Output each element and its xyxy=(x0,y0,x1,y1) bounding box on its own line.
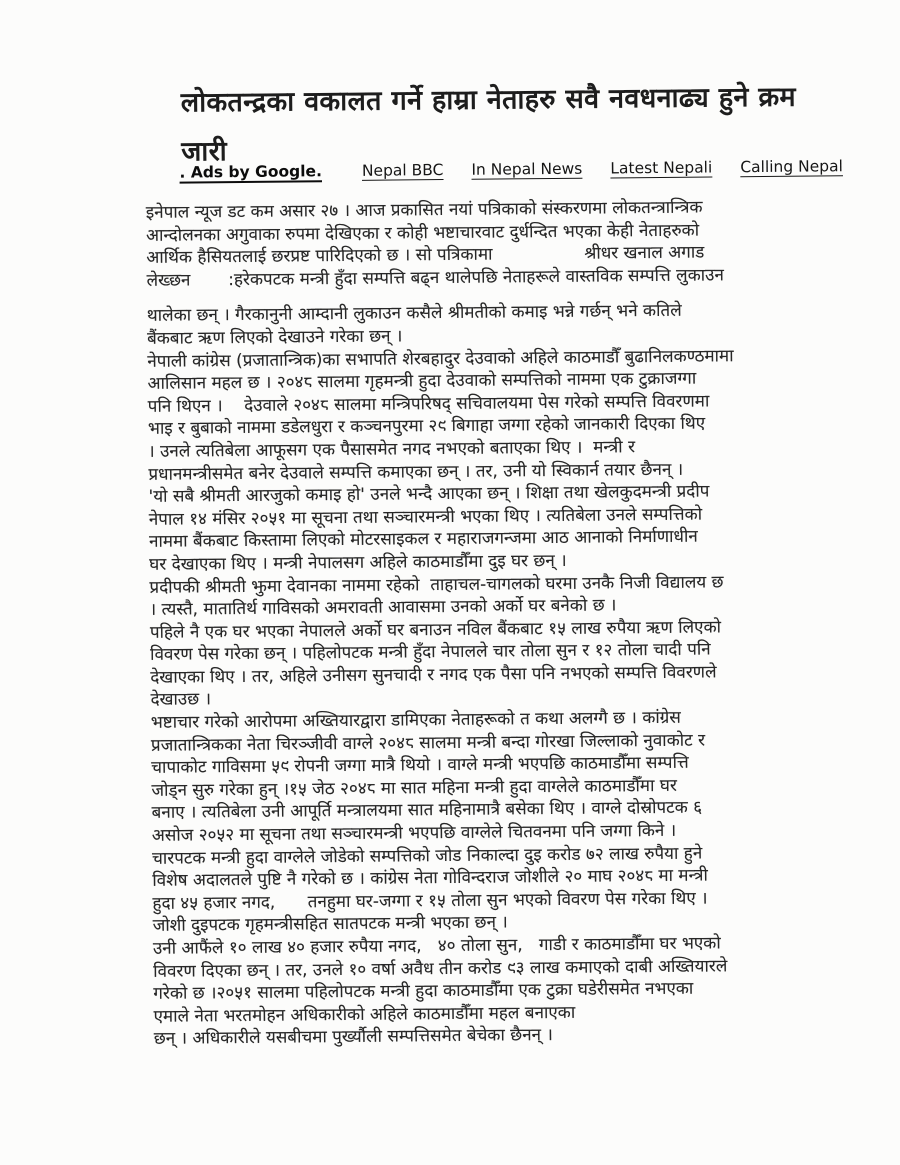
article-line: । उनले त्यतिबेला आफूसग एक पैसासमेत नगद नभएको बताएका थिए । मन्त्री र xyxy=(148,437,636,462)
article-body-paragraphs xyxy=(147,298,870,1050)
article-line: विशेष अदालतले पुष्टि नै गरेको छ । कांग्रेस नेता गोविन्दराज जोशीले २० माघ २०४८ मा मन्त्री xyxy=(152,865,708,892)
article-line: प्रदीपकी श्रीमती झुमा देवानका नाममा रहेको ताहाचल-चागलको घरमा उनकै निजी विद्यालय छ xyxy=(149,571,724,598)
article-line: प्रजातान्त्रिकका नेता चिरञ्जीवी वाग्ले २०४८ सालमा मन्त्री बन्दा गोरखा जिल्लाको नुवाकोट र xyxy=(150,730,706,756)
article-line: विवरण पेस गरेका छन् । पहिलोपटक मन्त्री हुँदा नेपालले चार तोला सुन र १२ तोला चादी पनि xyxy=(150,639,711,666)
article-line: जोशी दुइपटक गृहमन्त्रीसहित सातपटक मन्त्री भएका छन् । xyxy=(152,912,508,937)
article-line: चापाकोट गाविसमा ५९ रोपनी जग्गा मात्रै थियो । वाग्ले मन्त्री भएपछि काठमाडौँमा सम्पत्ति xyxy=(151,752,689,779)
ad-link[interactable]: In Nepal News xyxy=(471,159,583,179)
article-line: थालेका छन् । गैरकानुनी आम्दानी लुकाउन कसैले श्रीमतीको कमाइ भन्ने गर्छन् भने कतिले xyxy=(146,301,682,327)
article-line: असोज २०५२ मा सूचना तथा सञ्चारमन्त्री भएपछि वाग्लेले चितवनमा पनि जग्गा किने । xyxy=(151,820,677,846)
article-line: बैंकबाट ऋण लिएको देखाउने गरेका छन् । xyxy=(146,326,403,349)
article-line: इनेपाल न्यूज डट कम असार २७ । आज प्रकासित नयां पत्रिकाको संस्करणमा लोकतन्त्रान्त्रिक xyxy=(145,197,703,223)
article-line: गरेको छ ।२०५१ सालमा पहिलोपटक मन्त्री हुदा काठमाडौँमा एक टुक्रा घडेरीसमेत नभएका xyxy=(153,978,694,1005)
article-line: भष्टाचार गरेको आरोपमा अख्तियारद्वारा डामिएका नेताहरूको त कथा अलग्गै छ । कांग्रेस xyxy=(150,707,681,733)
article-line: विवरण दिएका छन् । तर, उनले १० वर्षा अवैध तीन करोड ९३ लाख कमाएको दाबी अख्तियारले xyxy=(153,955,728,982)
article-line: भाइ र बुबाको नाममा डडेलधुरा र कञ्चनपुरमा २९ बिगाहा जग्गा रहेको जानकारी दिएका थिए xyxy=(147,413,706,440)
ad-links-group xyxy=(362,157,843,180)
article-line: प्रधानमन्त्रीसमेत बनेर देउवाले सम्पत्ति कमाएका छन् । तर, उनी यो स्विकार्न तयार छैनन् । xyxy=(148,459,684,485)
article-line: लेख्छन :हरेकपटक मन्त्री हुँदा सम्पत्ति बढ्न थालेपछि नेताहरूले वास्तविक सम्पत्ति लुकाउन xyxy=(146,265,724,291)
article-title-line2: जारी xyxy=(181,136,228,168)
article-line: नाममा बैंकबाट किस्तामा लिएको मोटरसाइकल र महाराजगन्जमा आठ आनाको निर्माणाधीन xyxy=(148,526,698,553)
article-line: छन् । अधिकारीले यसबीचमा पुर्ख्यौली सम्पत्तिसमेत बेचेका छैनन् । xyxy=(153,1025,553,1050)
article-line: देखाउछ । xyxy=(150,689,212,711)
article-title-line1: लोकतन्द्रका वकालत गर्ने हाम्रा नेताहरु सवै नवधनाढ्य हुने क्रम xyxy=(180,81,796,119)
article-line: आलिसान महल छ । २०४८ सालमा गृहमन्त्री हुदा देउवाको सम्पत्तिको नाममा एक टुक्राजग्गा xyxy=(147,368,697,395)
article-line: आर्थिक हैसियतलाई छरप्रष्ट पारिदिएको छ । सो पत्रिकामा श्रीधर खनाल अगाड xyxy=(146,242,705,269)
article-line: । त्यस्तै, मातातिर्थ गाविसको अमरावती आवासमा उनको अर्को घर बनेको छ । xyxy=(149,595,617,620)
article-text xyxy=(146,195,870,1051)
article-line: हुदा ४५ हजार नगद, तनहुमा घर-जग्गा र १५ तोला सुन भएको विवरण पेस गरेका थिए । xyxy=(152,888,708,914)
article-line: घर देखाएका थिए । मन्त्री नेपालसग अहिले काठमाडौँमा दुइ घर छन् । xyxy=(149,550,567,575)
article-line: आन्दोलनका अगुवाका रुपमा देखिएका र कोही भष्टाचारवाट दुर्धन्दित भएका केही नेताहरुको xyxy=(145,220,700,246)
article-line: नेपाली कांग्रेस (प्रजातान्त्रिक)का सभापति शेरबहादुर देउवाको अहिले काठमाडौँ बुढानिलकण्ठमामा xyxy=(147,345,734,372)
article-line: पनि थिएन । देउवाले २०४८ सालमा मन्त्रिपरिषद् सचिवालयमा पेस गरेको सम्पत्ति विवरणमा xyxy=(147,391,710,417)
article-lead-paragraph xyxy=(146,195,863,292)
article-line: जोड्न सुरु गरेका हुन् ।१५ जेठ २०४८ मा सात महिना मन्त्री हुदा वाग्लेले काठमाडौँमा घर xyxy=(151,775,677,801)
article-line: चारपटक मन्त्री हुदा वाग्लेले जोडेको सम्पत्तिको जोड निकाल्दा दुइ करोड ७२ लाख रुपैया हुने xyxy=(151,843,703,869)
ad-link[interactable]: Nepal BBC xyxy=(361,161,444,180)
article-line: 'यो सबै श्रीमती आरजुको कमाइ हो' उनले भन्दै आएका छन् । शिक्षा तथा खेलकुदमन्त्री प्रदीप xyxy=(148,481,710,508)
ads-by-google-link[interactable]: . Ads by Google. xyxy=(179,162,322,182)
article-line: एमाले नेता भरतमोहन अधिकारीको अहिले काठमाडौँमा महल बनाएका xyxy=(153,1002,576,1027)
article-line: बनाए । त्यतिबेला उनी आपूर्ति मन्त्रालयमा सात महिनामात्रै बसेका थिए । वाग्ले दोस्रोपटक ६ xyxy=(151,798,703,824)
article-line: नेपाल १४ मंसिर २०५१ मा सूचना तथा सञ्चारमन्त्री भएका थिए । त्यतिबेला उनले सम्पत्तिको xyxy=(148,504,703,530)
article-line: उनी आफैंले १० लाख ४० हजार रुपैया नगद, ४० तोला सुन, गाडी र काठमाडौँमा घर भएको xyxy=(152,933,721,959)
ad-link[interactable]: Latest Nepali xyxy=(610,158,713,178)
ad-link[interactable]: Calling Nepal xyxy=(740,157,843,177)
article-line: पहिले नै एक घर भएका नेपालले अर्को घर बनाउन नविल बैंकबाट १५ लाख रुपैया ऋण लिएको xyxy=(149,617,722,643)
article-line: देखाएका थिए । तर, अहिले उनीसग सुनचादी र नगद एक पैसा पनि नभएको सम्पत्ति विवरणले xyxy=(150,662,717,688)
